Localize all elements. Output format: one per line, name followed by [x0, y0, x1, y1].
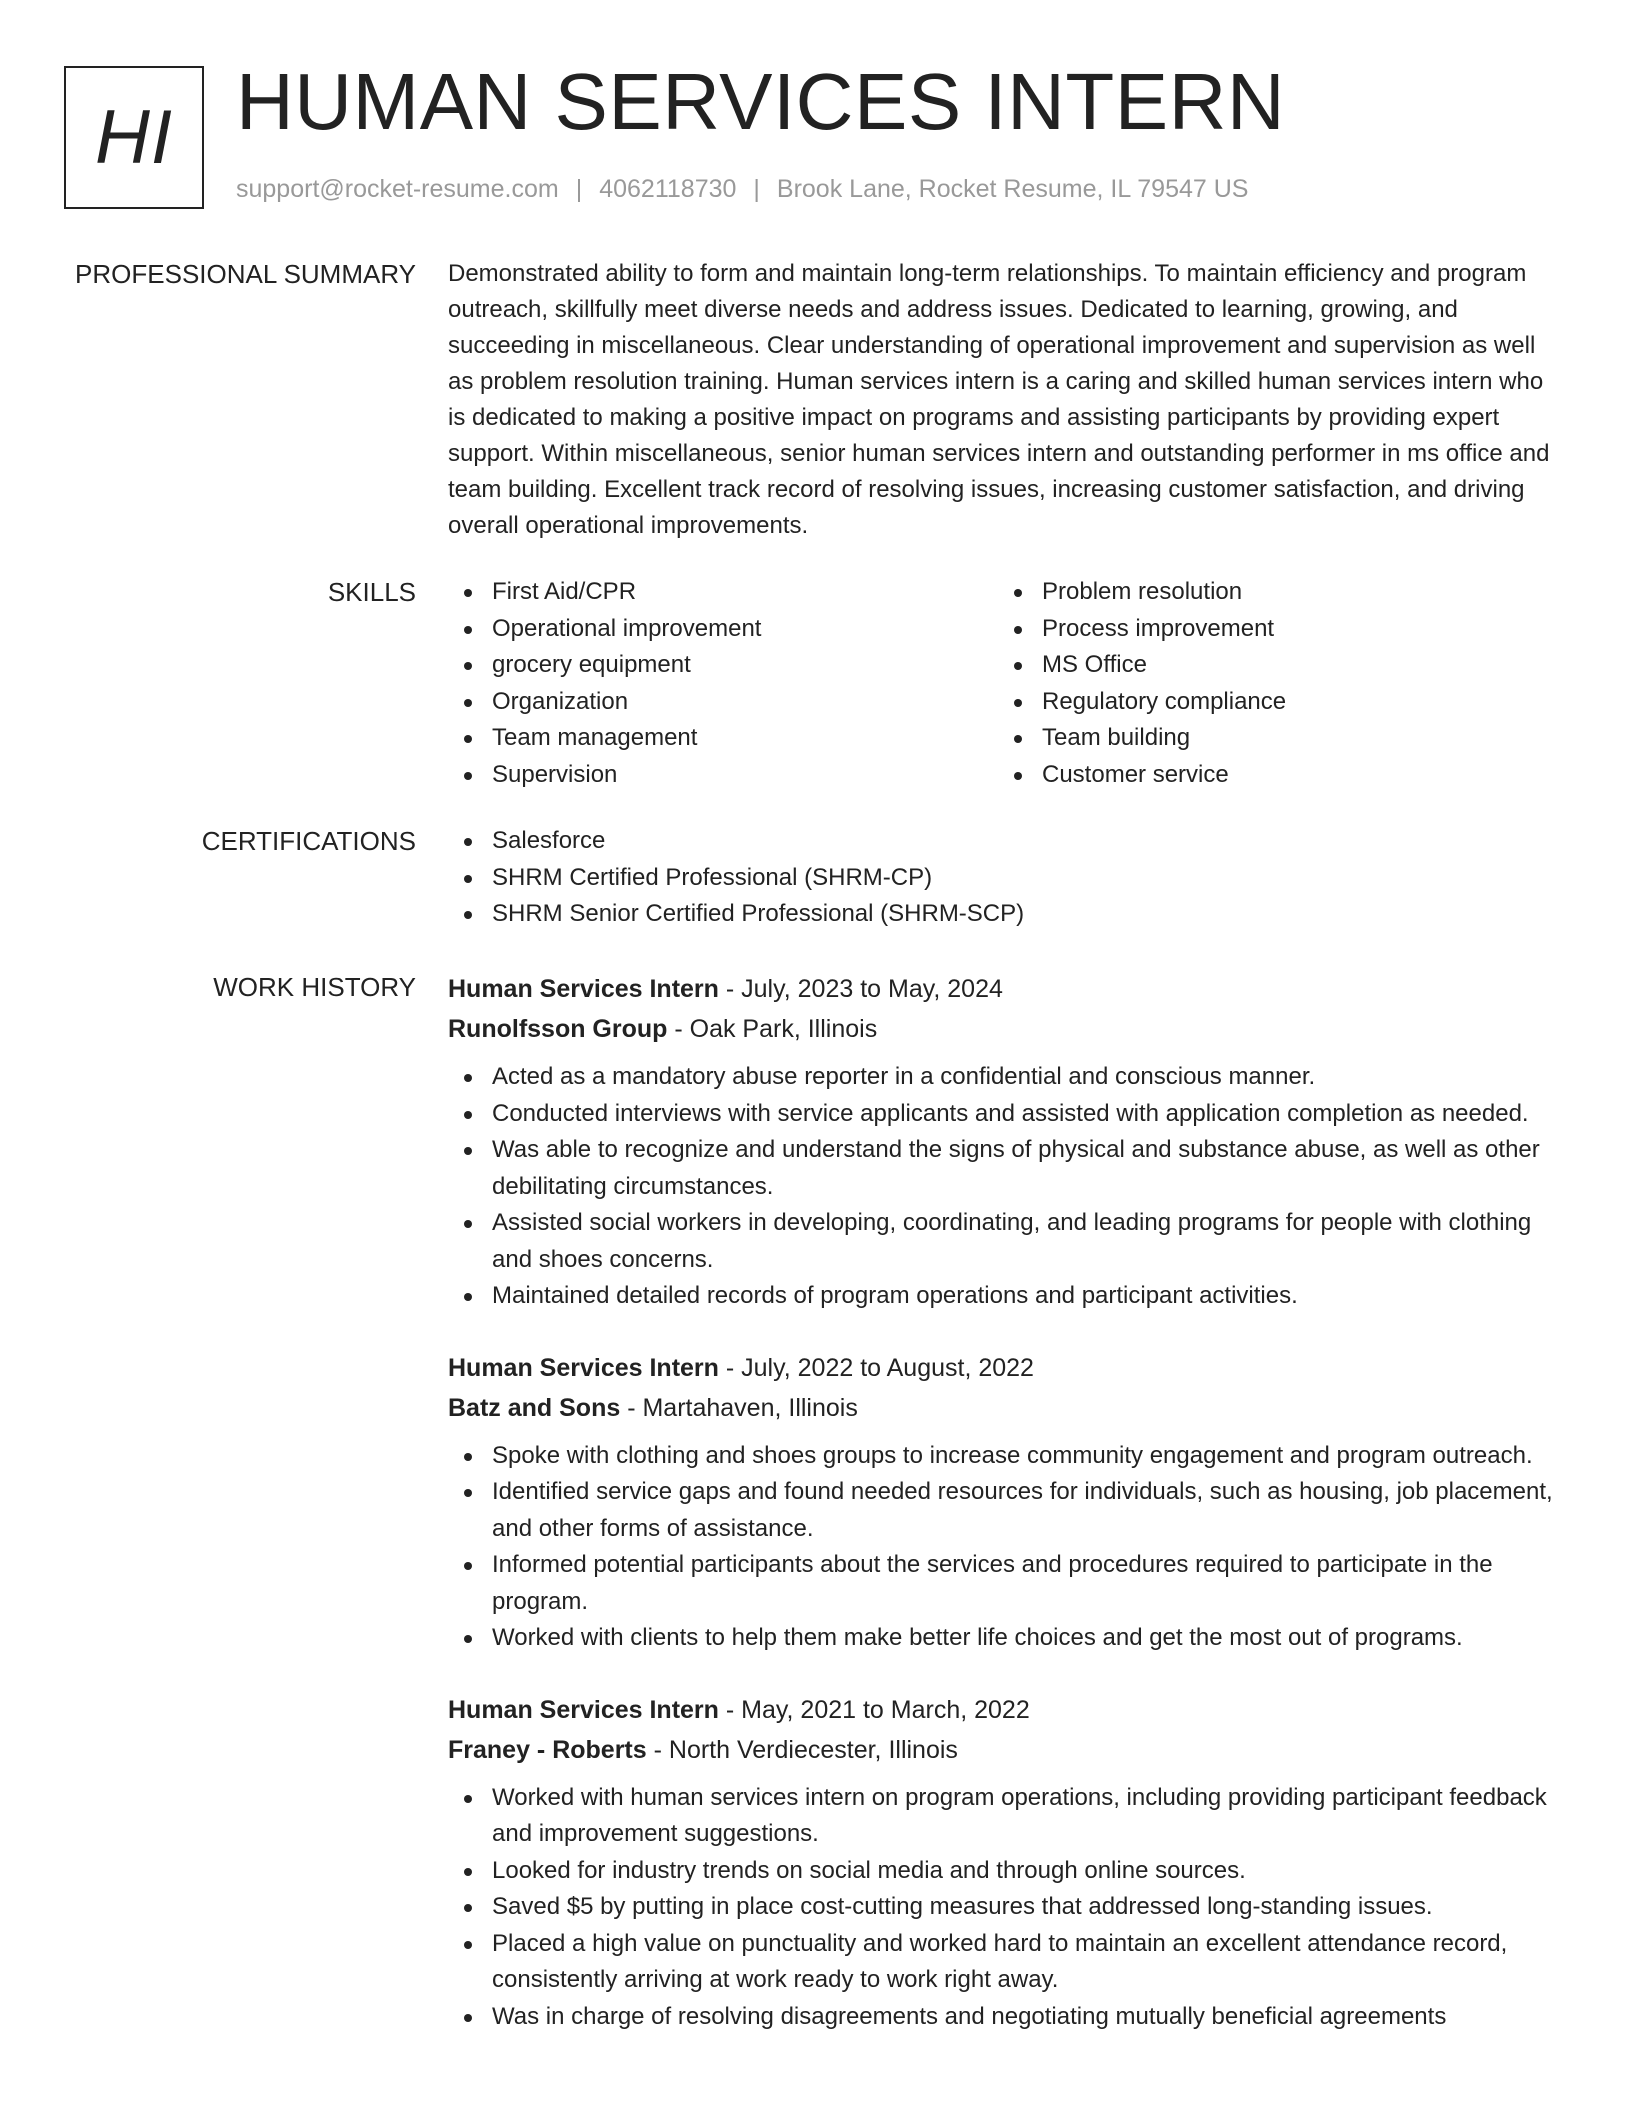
- job-dates: - July, 2023 to May, 2024: [718, 975, 1003, 1003]
- skill-item: MS Office: [998, 647, 1548, 684]
- monogram-initials: HI: [95, 95, 173, 180]
- job-company: Batz and Sons: [448, 1393, 621, 1422]
- certification-item: SHRM Certified Professional (SHRM-CP): [448, 860, 1558, 897]
- resume-title: HUMAN SERVICES INTERN: [236, 57, 1286, 146]
- certification-item: SHRM Senior Certified Professional (SHRM-SCP): [448, 896, 1558, 933]
- job-dates: - July, 2022 to August, 2022: [718, 1353, 1034, 1382]
- job-duty: Acted as a mandatory abuse reporter in a confidential and conscious manner.: [448, 1059, 1558, 1096]
- job-duty: Conducted interviews with service applicants and assisted with application completion as needed.: [448, 1096, 1558, 1133]
- contact-address: Brook Lane, Rocket Resume, IL 79547 US: [776, 175, 1249, 203]
- job-duty: Worked with clients to help them make better life choices and get the most out of programs.: [448, 1620, 1558, 1657]
- job-location: - North Verdiecester, Illinois: [646, 1735, 958, 1764]
- skill-item: Process improvement: [998, 611, 1548, 648]
- job-title-line: [448, 969, 1558, 1009]
- job-duty: Placed a high value on punctuality and worked hard to maintain an excellent attendance record, consistently arriving at work ready to work right away.: [448, 1926, 1558, 1999]
- skill-item: grocery equipment: [448, 647, 998, 684]
- job-duty: Informed potential participants about the services and procedures required to participate in the program.: [448, 1547, 1558, 1620]
- monogram-box: [64, 66, 204, 209]
- job-duties: [448, 1059, 1558, 1315]
- job-duty: Saved $5 by putting in place cost-cutting measures that addressed long-standing issues.: [448, 1889, 1558, 1926]
- skill-item: First Aid/CPR: [448, 574, 998, 611]
- skill-item: Customer service: [998, 757, 1548, 794]
- job-title: Human Services Intern: [448, 1353, 719, 1382]
- skills-list-left: [448, 574, 998, 793]
- job-location: - Oak Park, Illinois: [667, 1015, 878, 1043]
- job-entry: [448, 969, 1558, 1315]
- skill-item: Regulatory compliance: [998, 684, 1548, 721]
- job-entry: [448, 1690, 1558, 2036]
- job-company-line: [448, 1009, 1558, 1049]
- skill-item: Operational improvement: [448, 611, 998, 648]
- skill-item: Organization: [448, 684, 998, 721]
- certifications-heading: CERTIFICATIONS: [201, 826, 416, 856]
- contact-separator: |: [575, 175, 583, 203]
- job-duty: Identified service gaps and found needed resources for individuals, such as housing, job placement, and other forms of assistance.: [448, 1474, 1558, 1547]
- skill-item: Team building: [998, 720, 1548, 757]
- contact-phone: 4062118730: [599, 175, 737, 203]
- work-history-heading: WORK HISTORY: [213, 972, 416, 1002]
- job-title: Human Services Intern: [448, 1695, 719, 1724]
- job-company: Runolfsson Group: [448, 1015, 668, 1043]
- job-company-line: [448, 1388, 1558, 1428]
- job-entry: [448, 1348, 1558, 1657]
- skill-item: Supervision: [448, 757, 998, 794]
- work-history-body: [448, 969, 1558, 2068]
- job-duties: [448, 1780, 1558, 2036]
- skills-heading: SKILLS: [327, 577, 416, 607]
- job-duty: Looked for industry trends on social media and through online sources.: [448, 1853, 1558, 1890]
- skill-item: Problem resolution: [998, 574, 1548, 611]
- job-duty: Spoke with clothing and shoes groups to increase community engagement and program outreach.: [448, 1438, 1558, 1475]
- contact-line: [236, 175, 1248, 204]
- summary-heading: PROFESSIONAL SUMMARY: [75, 259, 416, 289]
- job-duty: Assisted social workers in developing, coordinating, and leading programs for people with clothing and shoes concerns.: [448, 1205, 1558, 1278]
- summary-text: Demonstrated ability to form and maintain long-term relationships. To maintain efficiency and program outreach, skillfully meet diverse needs and address issues. Dedicated to learning, growing, and succeeding in miscellaneous. Clear understanding of operational improvement and supervision as well as problem resolution training. Human services intern is a caring and skilled human services intern who is dedicated to making a positive impact on programs and assisting participants by providing expert support. Within miscellaneous, senior human services intern and outstanding performer in ms office and team building. Excellent track record of resolving issues, increasing customer satisfaction, and driving overall operational improvements.: [448, 260, 1550, 539]
- job-duty: Worked with human services intern on program operations, including providing participant feedback and improvement suggestions.: [448, 1780, 1558, 1853]
- job-duty: Maintained detailed records of program operations and participant activities.: [448, 1278, 1558, 1315]
- certifications-body: [448, 823, 1558, 933]
- job-dates: - May, 2021 to March, 2022: [718, 1695, 1030, 1724]
- job-duty: Was in charge of resolving disagreements and negotiating mutually beneficial agreements: [448, 1999, 1558, 2036]
- certifications-list: [448, 823, 1558, 933]
- job-title-line: [448, 1690, 1558, 1730]
- job-duties: [448, 1438, 1558, 1657]
- job-title: Human Services Intern: [448, 975, 719, 1003]
- job-duty: Was able to recognize and understand the signs of physical and substance abuse, as well as other debilitating circumstances.: [448, 1132, 1558, 1205]
- job-company-line: [448, 1730, 1558, 1770]
- certification-item: Salesforce: [448, 823, 1558, 860]
- job-title-line: [448, 1348, 1558, 1388]
- skills-list-right: [998, 574, 1548, 793]
- contact-separator: |: [753, 175, 760, 203]
- job-location: - Martahaven, Illinois: [620, 1393, 858, 1422]
- skills-lists: [448, 574, 1558, 793]
- skill-item: Team management: [448, 720, 998, 757]
- contact-email: support@rocket-resume.com: [236, 175, 559, 203]
- job-company: Franey - Roberts: [448, 1735, 647, 1764]
